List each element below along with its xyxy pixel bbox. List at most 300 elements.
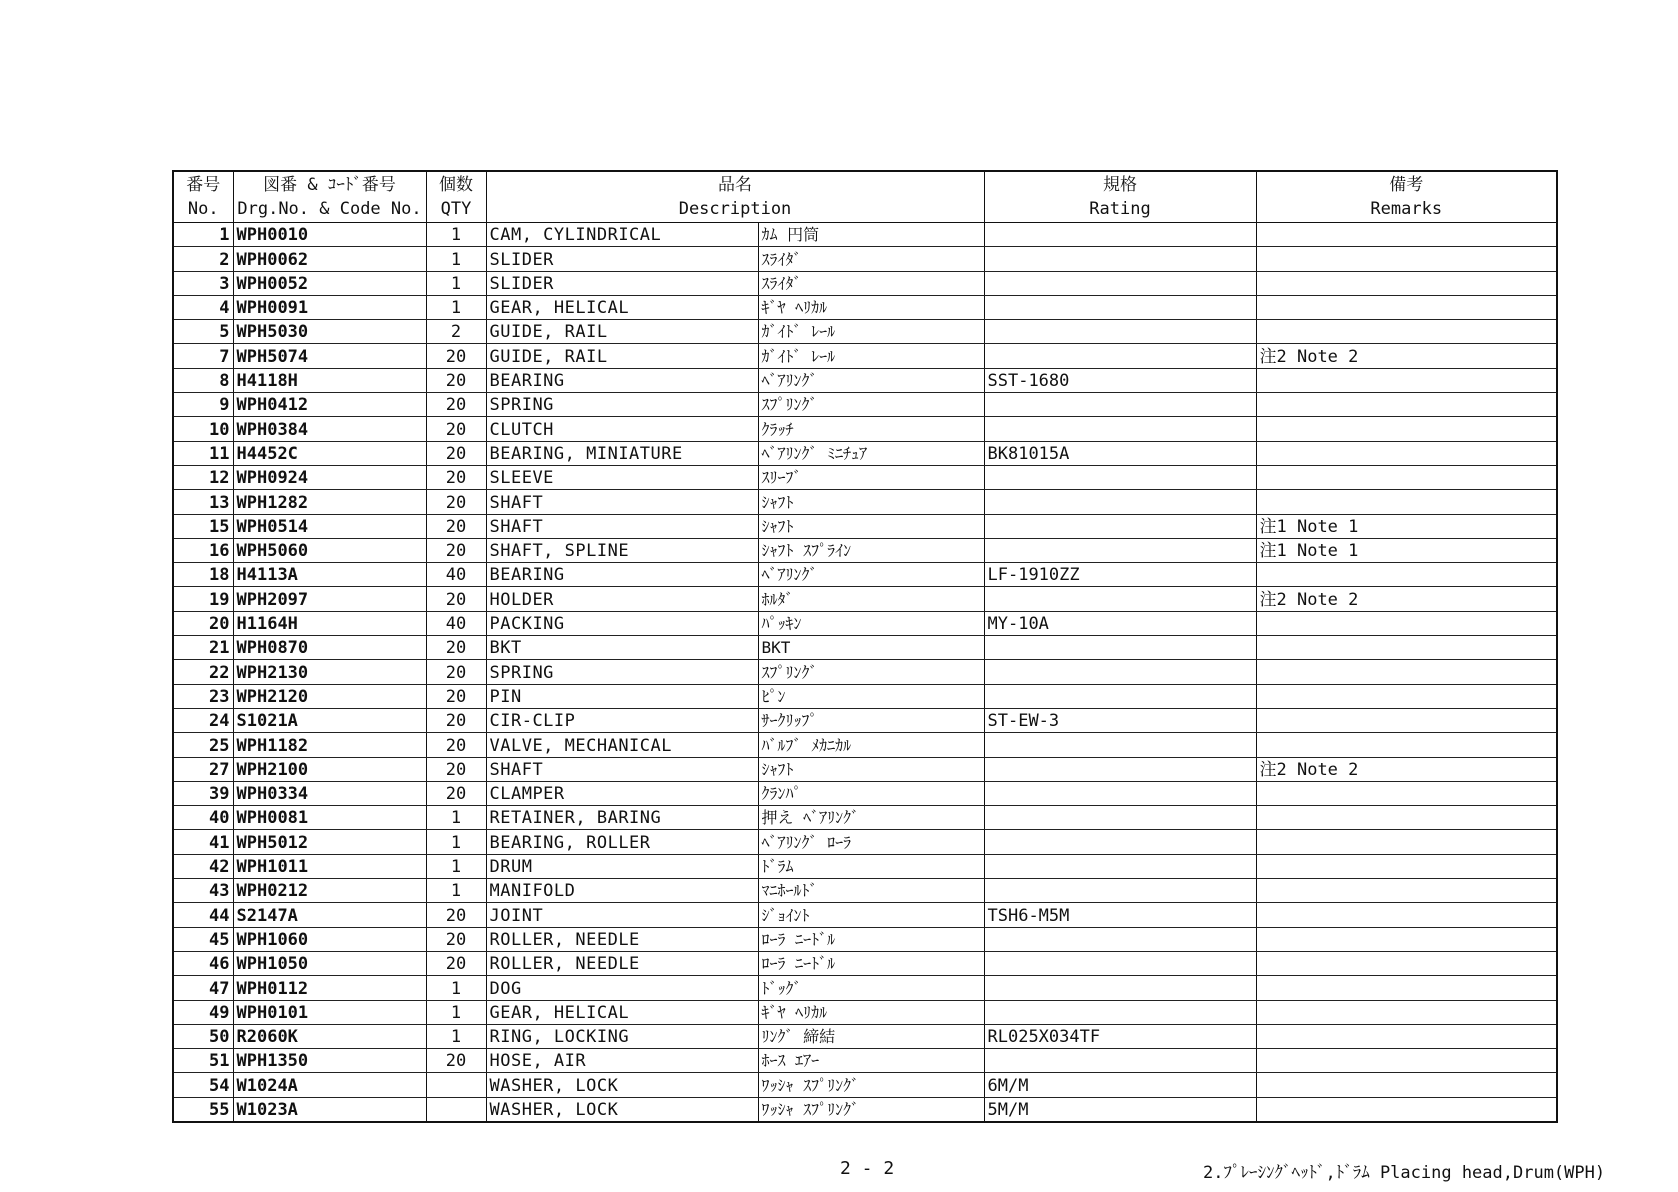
item-number-cell: 27 — [173, 757, 233, 781]
table-row — [173, 441, 1557, 465]
remarks-cell — [1256, 563, 1557, 587]
quantity-cell: 20 — [426, 733, 486, 757]
quantity-cell: 20 — [426, 684, 486, 708]
rating-cell — [984, 781, 1256, 805]
remarks-cell — [1256, 660, 1557, 684]
remarks-cell — [1256, 830, 1557, 854]
description-jp-cell: ｽﾗｲﾀﾞ — [758, 247, 984, 271]
description-en-cell: SLEEVE — [486, 465, 758, 489]
rating-cell: TSH6-M5M — [984, 903, 1256, 927]
header-code — [233, 171, 426, 223]
item-number-cell: 10 — [173, 417, 233, 441]
drawing-code-cell: WPH1182 — [233, 733, 426, 757]
quantity-cell: 20 — [426, 368, 486, 392]
header-code-jp: 図番 & ｺｰﾄﾞ番号 — [263, 175, 396, 195]
description-jp-cell: ｼｬﾌﾄ ｽﾌﾟﾗｲﾝ — [758, 538, 984, 562]
description-jp-cell: ｶﾞｲﾄﾞ ﾚｰﾙ — [758, 320, 984, 344]
table-row — [173, 660, 1557, 684]
description-jp-cell: ﾄﾞｯｸﾞ — [758, 976, 984, 1000]
description-en-cell: BEARING, ROLLER — [486, 830, 758, 854]
rating-cell — [984, 587, 1256, 611]
description-en-cell: WASHER, LOCK — [486, 1073, 758, 1097]
table-row — [173, 490, 1557, 514]
table-row — [173, 879, 1557, 903]
description-en-cell: BEARING, MINIATURE — [486, 441, 758, 465]
table-row — [173, 295, 1557, 319]
drawing-code-cell: WPH0010 — [233, 223, 426, 247]
quantity-cell: 20 — [426, 903, 486, 927]
parts-table-body — [173, 223, 1557, 1122]
rating-cell: LF-1910ZZ — [984, 563, 1256, 587]
description-jp-cell: ｽﾌﾟﾘﾝｸﾞ — [758, 393, 984, 417]
header-description-jp: 品名 — [718, 175, 752, 195]
drawing-code-cell: WPH5012 — [233, 830, 426, 854]
rating-cell — [984, 684, 1256, 708]
table-row — [173, 757, 1557, 781]
header-code-en: Drg.No. & Code No. — [237, 199, 422, 219]
description-en-cell: CLAMPER — [486, 781, 758, 805]
description-jp-cell: ﾊﾞﾙﾌﾞ ﾒｶﾆｶﾙ — [758, 733, 984, 757]
rating-cell — [984, 660, 1256, 684]
drawing-code-cell: W1023A — [233, 1097, 426, 1122]
table-row — [173, 1049, 1557, 1073]
description-en-cell: SPRING — [486, 660, 758, 684]
quantity-cell: 20 — [426, 757, 486, 781]
quantity-cell: 20 — [426, 441, 486, 465]
description-en-cell: GUIDE, RAIL — [486, 344, 758, 368]
remarks-cell: 注1 Note 1 — [1256, 538, 1557, 562]
description-jp-cell: ﾋﾟﾝ — [758, 684, 984, 708]
description-jp-cell: BKT — [758, 636, 984, 660]
drawing-code-cell: WPH2120 — [233, 684, 426, 708]
drawing-code-cell: H1164H — [233, 611, 426, 635]
drawing-code-cell: WPH1282 — [233, 490, 426, 514]
quantity-cell: 20 — [426, 636, 486, 660]
quantity-cell — [426, 1097, 486, 1122]
quantity-cell — [426, 1073, 486, 1097]
remarks-cell — [1256, 903, 1557, 927]
drawing-code-cell: WPH5060 — [233, 538, 426, 562]
remarks-cell — [1256, 271, 1557, 295]
header-qty — [426, 171, 486, 223]
remarks-cell — [1256, 465, 1557, 489]
description-jp-cell: ﾜｯｼｬ ｽﾌﾟﾘﾝｸﾞ — [758, 1073, 984, 1097]
remarks-cell — [1256, 781, 1557, 805]
description-en-cell: HOSE, AIR — [486, 1049, 758, 1073]
rating-cell — [984, 344, 1256, 368]
item-number-cell: 11 — [173, 441, 233, 465]
item-number-cell: 49 — [173, 1000, 233, 1024]
description-en-cell: JOINT — [486, 903, 758, 927]
drawing-code-cell: WPH0514 — [233, 514, 426, 538]
item-number-cell: 24 — [173, 708, 233, 732]
rating-cell — [984, 733, 1256, 757]
description-en-cell: ROLLER, NEEDLE — [486, 951, 758, 975]
description-jp-cell: ｼｬﾌﾄ — [758, 514, 984, 538]
description-en-cell: HOLDER — [486, 587, 758, 611]
rating-cell — [984, 393, 1256, 417]
item-number-cell: 8 — [173, 368, 233, 392]
remarks-cell — [1256, 927, 1557, 951]
item-number-cell: 23 — [173, 684, 233, 708]
rating-cell — [984, 806, 1256, 830]
description-jp-cell: ﾍﾞｱﾘﾝｸﾞ ﾛｰﾗ — [758, 830, 984, 854]
description-en-cell: DOG — [486, 976, 758, 1000]
header-qty-en: QTY — [440, 199, 472, 219]
header-remarks-jp: 備考 — [1389, 175, 1424, 195]
rating-cell — [984, 854, 1256, 878]
description-jp-cell: ｷﾞﾔ ﾍﾘｶﾙ — [758, 295, 984, 319]
drawing-code-cell: WPH1060 — [233, 927, 426, 951]
drawing-code-cell: WPH0091 — [233, 295, 426, 319]
rating-cell — [984, 830, 1256, 854]
description-en-cell: SPRING — [486, 393, 758, 417]
table-row — [173, 733, 1557, 757]
remarks-cell — [1256, 611, 1557, 635]
table-row — [173, 611, 1557, 635]
rating-cell: 6M/M — [984, 1073, 1256, 1097]
remarks-cell — [1256, 854, 1557, 878]
header-no — [173, 171, 233, 223]
quantity-cell: 20 — [426, 393, 486, 417]
rating-cell — [984, 757, 1256, 781]
description-en-cell: WASHER, LOCK — [486, 1097, 758, 1122]
quantity-cell: 1 — [426, 271, 486, 295]
item-number-cell: 16 — [173, 538, 233, 562]
remarks-cell — [1256, 976, 1557, 1000]
rating-cell — [984, 927, 1256, 951]
item-number-cell: 18 — [173, 563, 233, 587]
item-number-cell: 45 — [173, 927, 233, 951]
description-jp-cell: ｽﾗｲﾀﾞ — [758, 271, 984, 295]
item-number-cell: 22 — [173, 660, 233, 684]
remarks-cell — [1256, 708, 1557, 732]
description-jp-cell: ｼｬﾌﾄ — [758, 490, 984, 514]
parts-list-sheet — [172, 170, 1556, 1123]
drawing-code-cell: S1021A — [233, 708, 426, 732]
quantity-cell: 20 — [426, 660, 486, 684]
quantity-cell: 20 — [426, 781, 486, 805]
quantity-cell: 2 — [426, 320, 486, 344]
table-row — [173, 1024, 1557, 1048]
header-rating-en: Rating — [1089, 199, 1151, 219]
quantity-cell: 20 — [426, 514, 486, 538]
rating-cell — [984, 976, 1256, 1000]
remarks-cell — [1256, 636, 1557, 660]
drawing-code-cell: H4118H — [233, 368, 426, 392]
drawing-code-cell: WPH0112 — [233, 976, 426, 1000]
table-row — [173, 927, 1557, 951]
description-en-cell: GEAR, HELICAL — [486, 1000, 758, 1024]
description-jp-cell: ﾛｰﾗ ﾆｰﾄﾞﾙ — [758, 927, 984, 951]
description-jp-cell: ﾎﾙﾀﾞ — [758, 587, 984, 611]
remarks-cell — [1256, 247, 1557, 271]
item-number-cell: 21 — [173, 636, 233, 660]
item-number-cell: 40 — [173, 806, 233, 830]
rating-cell: 5M/M — [984, 1097, 1256, 1122]
item-number-cell: 25 — [173, 733, 233, 757]
remarks-cell — [1256, 684, 1557, 708]
description-jp-cell: ｻｰｸﾘｯﾌﾟ — [758, 708, 984, 732]
drawing-code-cell: WPH0081 — [233, 806, 426, 830]
rating-cell — [984, 514, 1256, 538]
remarks-cell — [1256, 806, 1557, 830]
item-number-cell: 15 — [173, 514, 233, 538]
description-jp-cell: ｸﾗﾝﾊﾟ — [758, 781, 984, 805]
drawing-code-cell: WPH0924 — [233, 465, 426, 489]
rating-cell — [984, 295, 1256, 319]
table-row — [173, 538, 1557, 562]
drawing-code-cell: H4452C — [233, 441, 426, 465]
drawing-code-cell: WPH2130 — [233, 660, 426, 684]
description-en-cell: DRUM — [486, 854, 758, 878]
item-number-cell: 4 — [173, 295, 233, 319]
drawing-code-cell: WPH2100 — [233, 757, 426, 781]
item-number-cell: 20 — [173, 611, 233, 635]
rating-cell — [984, 538, 1256, 562]
description-en-cell: RING, LOCKING — [486, 1024, 758, 1048]
table-row — [173, 1073, 1557, 1097]
description-en-cell: SHAFT — [486, 514, 758, 538]
table-row — [173, 781, 1557, 805]
item-number-cell: 43 — [173, 879, 233, 903]
quantity-cell: 20 — [426, 417, 486, 441]
quantity-cell: 40 — [426, 563, 486, 587]
remarks-cell — [1256, 951, 1557, 975]
quantity-cell: 20 — [426, 587, 486, 611]
item-number-cell: 39 — [173, 781, 233, 805]
drawing-code-cell: W1024A — [233, 1073, 426, 1097]
description-jp-cell: ﾍﾞｱﾘﾝｸﾞ — [758, 563, 984, 587]
rating-cell — [984, 636, 1256, 660]
description-jp-cell: ｽﾘｰﾌﾞ — [758, 465, 984, 489]
description-en-cell: SHAFT, SPLINE — [486, 538, 758, 562]
item-number-cell: 51 — [173, 1049, 233, 1073]
quantity-cell: 1 — [426, 247, 486, 271]
table-row — [173, 708, 1557, 732]
drawing-code-cell: H4113A — [233, 563, 426, 587]
rating-cell — [984, 490, 1256, 514]
drawing-code-cell: WPH0412 — [233, 393, 426, 417]
drawing-code-cell: S2147A — [233, 903, 426, 927]
description-en-cell: SLIDER — [486, 247, 758, 271]
table-row — [173, 393, 1557, 417]
description-jp-cell: ｼｬﾌﾄ — [758, 757, 984, 781]
table-row — [173, 830, 1557, 854]
section-title: 2.ﾌﾟﾚｰｼﾝｸﾞﾍｯﾄﾞ,ﾄﾞﾗﾑ Placing head,Drum(WPH) — [1203, 1163, 1606, 1183]
description-en-cell: CIR-CLIP — [486, 708, 758, 732]
remarks-cell — [1256, 295, 1557, 319]
quantity-cell: 1 — [426, 1024, 486, 1048]
table-row — [173, 806, 1557, 830]
item-number-cell: 5 — [173, 320, 233, 344]
table-row — [173, 976, 1557, 1000]
description-en-cell: RETAINER, BARING — [486, 806, 758, 830]
header-rating — [984, 171, 1256, 223]
quantity-cell: 20 — [426, 951, 486, 975]
table-row — [173, 271, 1557, 295]
description-jp-cell: ｼﾞｮｲﾝﾄ — [758, 903, 984, 927]
item-number-cell: 47 — [173, 976, 233, 1000]
description-en-cell: ROLLER, NEEDLE — [486, 927, 758, 951]
description-jp-cell: ｷﾞﾔ ﾍﾘｶﾙ — [758, 1000, 984, 1024]
quantity-cell: 20 — [426, 708, 486, 732]
remarks-cell — [1256, 490, 1557, 514]
drawing-code-cell: WPH0101 — [233, 1000, 426, 1024]
remarks-cell — [1256, 223, 1557, 247]
description-jp-cell: ﾍﾞｱﾘﾝｸﾞ ﾐﾆﾁｭｱ — [758, 441, 984, 465]
drawing-code-cell: WPH0384 — [233, 417, 426, 441]
description-en-cell: SLIDER — [486, 271, 758, 295]
item-number-cell: 55 — [173, 1097, 233, 1122]
description-en-cell: BEARING — [486, 368, 758, 392]
quantity-cell: 1 — [426, 223, 486, 247]
item-number-cell: 54 — [173, 1073, 233, 1097]
parts-table — [172, 170, 1558, 1123]
header-qty-jp: 個数 — [439, 175, 473, 195]
remarks-cell — [1256, 441, 1557, 465]
description-en-cell: GEAR, HELICAL — [486, 295, 758, 319]
drawing-code-cell: WPH5030 — [233, 320, 426, 344]
description-jp-cell: ﾍﾞｱﾘﾝｸﾞ — [758, 368, 984, 392]
header-description — [486, 171, 984, 223]
table-row — [173, 368, 1557, 392]
quantity-cell: 1 — [426, 295, 486, 319]
parts-table-header — [173, 171, 1557, 223]
rating-cell: RL025X034TF — [984, 1024, 1256, 1048]
remarks-cell — [1256, 1049, 1557, 1073]
remarks-cell — [1256, 368, 1557, 392]
drawing-code-cell: WPH1011 — [233, 854, 426, 878]
rating-cell — [984, 320, 1256, 344]
item-number-cell: 46 — [173, 951, 233, 975]
description-en-cell: BKT — [486, 636, 758, 660]
table-row — [173, 1097, 1557, 1122]
remarks-cell — [1256, 1097, 1557, 1122]
table-row — [173, 514, 1557, 538]
description-jp-cell: ｸﾗｯﾁ — [758, 417, 984, 441]
drawing-code-cell: R2060K — [233, 1024, 426, 1048]
table-row — [173, 344, 1557, 368]
item-number-cell: 9 — [173, 393, 233, 417]
description-jp-cell: ﾘﾝｸﾞ 締結 — [758, 1024, 984, 1048]
description-jp-cell: ｶﾞｲﾄﾞ ﾚｰﾙ — [758, 344, 984, 368]
remarks-cell — [1256, 879, 1557, 903]
table-row — [173, 563, 1557, 587]
item-number-cell: 42 — [173, 854, 233, 878]
header-no-jp: 番号 — [186, 175, 221, 195]
table-row — [173, 465, 1557, 489]
rating-cell — [984, 271, 1256, 295]
description-en-cell: GUIDE, RAIL — [486, 320, 758, 344]
description-en-cell: CAM, CYLINDRICAL — [486, 223, 758, 247]
remarks-cell — [1256, 417, 1557, 441]
remarks-cell — [1256, 1073, 1557, 1097]
description-en-cell: CLUTCH — [486, 417, 758, 441]
description-en-cell: SHAFT — [486, 757, 758, 781]
table-row — [173, 417, 1557, 441]
quantity-cell: 20 — [426, 465, 486, 489]
table-row — [173, 587, 1557, 611]
rating-cell — [984, 1000, 1256, 1024]
description-jp-cell: ｶﾑ 円筒 — [758, 223, 984, 247]
table-row — [173, 320, 1557, 344]
quantity-cell: 1 — [426, 830, 486, 854]
description-jp-cell: ﾛｰﾗ ﾆｰﾄﾞﾙ — [758, 951, 984, 975]
description-en-cell: PACKING — [486, 611, 758, 635]
table-row — [173, 223, 1557, 247]
table-row — [173, 951, 1557, 975]
item-number-cell: 13 — [173, 490, 233, 514]
description-en-cell: PIN — [486, 684, 758, 708]
quantity-cell: 1 — [426, 879, 486, 903]
quantity-cell: 40 — [426, 611, 486, 635]
rating-cell: BK81015A — [984, 441, 1256, 465]
quantity-cell: 1 — [426, 1000, 486, 1024]
header-no-en: No. — [187, 199, 219, 219]
header-remarks-en: Remarks — [1370, 199, 1443, 219]
drawing-code-cell: WPH0212 — [233, 879, 426, 903]
remarks-cell — [1256, 1024, 1557, 1048]
remarks-cell: 注2 Note 2 — [1256, 757, 1557, 781]
remarks-cell — [1256, 733, 1557, 757]
quantity-cell: 1 — [426, 976, 486, 1000]
table-row — [173, 903, 1557, 927]
rating-cell: SST-1680 — [984, 368, 1256, 392]
description-jp-cell: ﾜｯｼｬ ｽﾌﾟﾘﾝｸﾞ — [758, 1097, 984, 1122]
table-row — [173, 854, 1557, 878]
quantity-cell: 20 — [426, 344, 486, 368]
description-en-cell: MANIFOLD — [486, 879, 758, 903]
quantity-cell: 1 — [426, 806, 486, 830]
remarks-cell: 注2 Note 2 — [1256, 587, 1557, 611]
item-number-cell: 7 — [173, 344, 233, 368]
rating-cell: MY-10A — [984, 611, 1256, 635]
remarks-cell: 注2 Note 2 — [1256, 344, 1557, 368]
rating-cell — [984, 1049, 1256, 1073]
description-jp-cell: ﾊﾟｯｷﾝ — [758, 611, 984, 635]
header-rating-jp: 規格 — [1103, 175, 1137, 195]
table-row — [173, 247, 1557, 271]
description-jp-cell: 押え ﾍﾞｱﾘﾝｸﾞ — [758, 806, 984, 830]
drawing-code-cell: WPH0052 — [233, 271, 426, 295]
rating-cell — [984, 247, 1256, 271]
description-jp-cell: ﾏﾆﾎｰﾙﾄﾞ — [758, 879, 984, 903]
quantity-cell: 20 — [426, 490, 486, 514]
description-jp-cell: ｽﾌﾟﾘﾝｸﾞ — [758, 660, 984, 684]
drawing-code-cell: WPH0334 — [233, 781, 426, 805]
table-row — [173, 684, 1557, 708]
remarks-cell — [1256, 1000, 1557, 1024]
quantity-cell: 20 — [426, 538, 486, 562]
header-remarks — [1256, 171, 1557, 223]
header-description-en: Description — [678, 199, 792, 219]
rating-cell: ST-EW-3 — [984, 708, 1256, 732]
drawing-code-cell: WPH0870 — [233, 636, 426, 660]
description-jp-cell: ﾄﾞﾗﾑ — [758, 854, 984, 878]
rating-cell — [984, 951, 1256, 975]
item-number-cell: 50 — [173, 1024, 233, 1048]
item-number-cell: 2 — [173, 247, 233, 271]
description-en-cell: SHAFT — [486, 490, 758, 514]
quantity-cell: 20 — [426, 1049, 486, 1073]
table-row — [173, 1000, 1557, 1024]
item-number-cell: 41 — [173, 830, 233, 854]
rating-cell — [984, 223, 1256, 247]
remarks-cell — [1256, 393, 1557, 417]
page-number: 2 - 2 — [840, 1158, 895, 1179]
drawing-code-cell: WPH0062 — [233, 247, 426, 271]
